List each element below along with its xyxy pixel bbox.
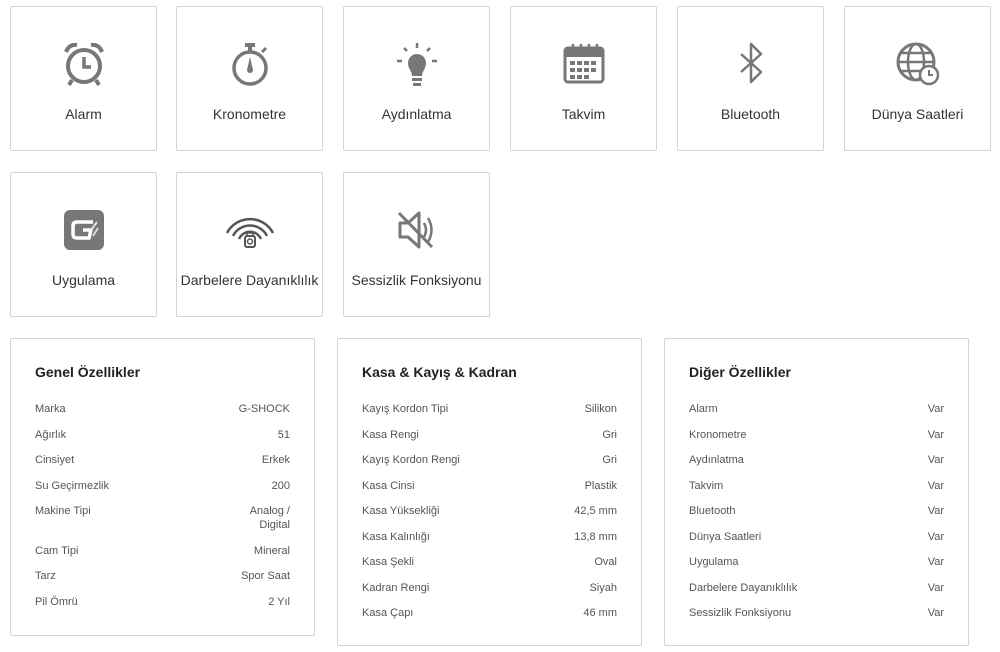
spec-key: Bluetooth bbox=[689, 505, 736, 517]
card-title: Genel Özellikler bbox=[35, 364, 141, 380]
feature-label: Kronometre bbox=[212, 106, 287, 122]
spec-card-case-strap-dial bbox=[337, 338, 642, 646]
spec-row bbox=[689, 402, 944, 416]
spec-card-other bbox=[664, 338, 969, 646]
bluetooth-icon bbox=[726, 39, 776, 89]
spec-row bbox=[362, 581, 617, 595]
spec-key: Kayış Kordon Tipi bbox=[362, 403, 449, 415]
spec-key: Tarz bbox=[35, 570, 56, 582]
spec-key: Kasa Çapı bbox=[362, 607, 414, 619]
spec-key: Darbelere Dayanıklılık bbox=[689, 581, 798, 594]
spec-row bbox=[362, 606, 617, 620]
spec-value: Var bbox=[927, 479, 944, 492]
spec-value: Mineral bbox=[253, 544, 290, 557]
spec-row bbox=[35, 479, 290, 493]
spec-value: Var bbox=[927, 454, 944, 466]
feature-label: Aydınlatma bbox=[381, 106, 452, 122]
spec-row bbox=[362, 504, 617, 518]
spec-row bbox=[35, 595, 290, 609]
spec-value: Gri bbox=[602, 428, 617, 441]
spec-row bbox=[689, 428, 944, 442]
spec-row bbox=[35, 569, 290, 583]
spec-row bbox=[689, 555, 944, 569]
spec-key: Alarm bbox=[689, 403, 718, 415]
spec-key: Kasa Kalınlığı bbox=[362, 530, 430, 543]
spec-value: Spor Saat bbox=[241, 570, 290, 582]
spec-value: 46 mm bbox=[583, 607, 617, 619]
spec-key: Sessizlik Fonksiyonu bbox=[689, 607, 792, 619]
feature-label: Dünya Saatleri bbox=[871, 106, 964, 122]
feature-tile-world-time bbox=[844, 6, 991, 151]
feature-tile-bluetooth bbox=[677, 6, 824, 151]
spec-row bbox=[35, 402, 290, 416]
feature-label: Bluetooth bbox=[720, 106, 781, 122]
spec-key: Cam Tipi bbox=[35, 544, 79, 557]
spec-row bbox=[689, 606, 944, 620]
spec-value: Var bbox=[927, 505, 944, 517]
spec-value: Erkek bbox=[261, 454, 290, 466]
spec-row bbox=[362, 402, 617, 416]
spec-row bbox=[689, 453, 944, 467]
spec-value: Silikon bbox=[584, 403, 617, 415]
mute-icon bbox=[392, 205, 442, 255]
spec-key: Kasa Şekli bbox=[362, 556, 414, 568]
spec-card-general bbox=[10, 338, 315, 636]
spec-key: Kayış Kordon Rengi bbox=[362, 454, 460, 466]
spec-key: Kadran Rengi bbox=[362, 581, 430, 594]
spec-key: Cinsiyet bbox=[35, 454, 75, 466]
spec-row bbox=[35, 453, 290, 467]
spec-row bbox=[362, 428, 617, 442]
spec-key: Kasa Cinsi bbox=[362, 479, 415, 492]
spec-key: Uygulama bbox=[689, 556, 739, 568]
spec-row bbox=[362, 453, 617, 467]
spec-row bbox=[35, 504, 290, 532]
spec-value: Var bbox=[927, 403, 944, 415]
feature-label: Darbelere Dayanıklılık bbox=[180, 272, 319, 288]
spec-key: Takvim bbox=[689, 479, 724, 492]
feature-tile-app bbox=[10, 172, 157, 317]
card-title: Kasa & Kayış & Kadran bbox=[362, 364, 517, 380]
light-bulb-icon bbox=[392, 39, 442, 89]
feature-tile-shock-resist bbox=[176, 172, 323, 317]
spec-key: Pil Ömrü bbox=[35, 595, 78, 608]
spec-value: Var bbox=[927, 581, 944, 594]
spec-value: Var bbox=[927, 428, 944, 441]
spec-value: Var bbox=[927, 556, 944, 568]
spec-key: Dünya Saatleri bbox=[689, 530, 762, 543]
spec-key: Ağırlık bbox=[35, 428, 67, 441]
spec-value: Var bbox=[927, 607, 944, 619]
spec-value: Plastik bbox=[584, 479, 617, 492]
world-time-icon bbox=[893, 39, 943, 89]
spec-value: 200 bbox=[271, 479, 290, 492]
spec-key: Kasa Yüksekliği bbox=[362, 505, 440, 517]
feature-tile-alarm bbox=[10, 6, 157, 151]
spec-row bbox=[362, 555, 617, 569]
spec-value: G-SHOCK bbox=[238, 403, 290, 415]
spec-row bbox=[689, 530, 944, 544]
feature-tile-mute bbox=[343, 172, 490, 317]
spec-value: Gri bbox=[602, 454, 617, 466]
spec-row bbox=[362, 479, 617, 493]
spec-value: Oval bbox=[594, 556, 617, 568]
spec-value: 13,8 mm bbox=[574, 530, 617, 543]
spec-key: Aydınlatma bbox=[689, 454, 744, 466]
spec-key: Kronometre bbox=[689, 428, 747, 441]
card-title: Diğer Özellikler bbox=[689, 364, 791, 380]
shock-resist-icon bbox=[225, 205, 275, 255]
spec-value: 51 bbox=[277, 428, 290, 441]
calendar-icon bbox=[559, 39, 609, 89]
spec-row bbox=[35, 428, 290, 442]
feature-label: Alarm bbox=[65, 106, 102, 122]
spec-value: Siyah bbox=[589, 581, 617, 594]
spec-key: Su Geçirmezlik bbox=[35, 479, 109, 492]
spec-row bbox=[362, 530, 617, 544]
spec-row bbox=[689, 504, 944, 518]
spec-row bbox=[35, 544, 290, 558]
spec-row bbox=[689, 479, 944, 493]
spec-value: Var bbox=[927, 530, 944, 543]
spec-value: Analog / Digital bbox=[249, 505, 290, 531]
spec-value: 2 Yıl bbox=[268, 595, 290, 608]
feature-tile-light bbox=[343, 6, 490, 151]
spec-value: 42,5 mm bbox=[574, 505, 617, 517]
feature-label: Uygulama bbox=[51, 272, 116, 288]
stopwatch-icon bbox=[225, 39, 275, 89]
alarm-clock-icon bbox=[59, 39, 109, 89]
spec-key: Makine Tipi bbox=[35, 505, 91, 517]
feature-label: Sessizlik Fonksiyonu bbox=[351, 272, 482, 288]
app-icon bbox=[59, 205, 109, 255]
spec-key: Marka bbox=[35, 403, 66, 415]
feature-label: Takvim bbox=[561, 106, 606, 122]
spec-row bbox=[689, 581, 944, 595]
feature-tile-stopwatch bbox=[176, 6, 323, 151]
spec-key: Kasa Rengi bbox=[362, 428, 419, 441]
feature-tile-calendar bbox=[510, 6, 657, 151]
